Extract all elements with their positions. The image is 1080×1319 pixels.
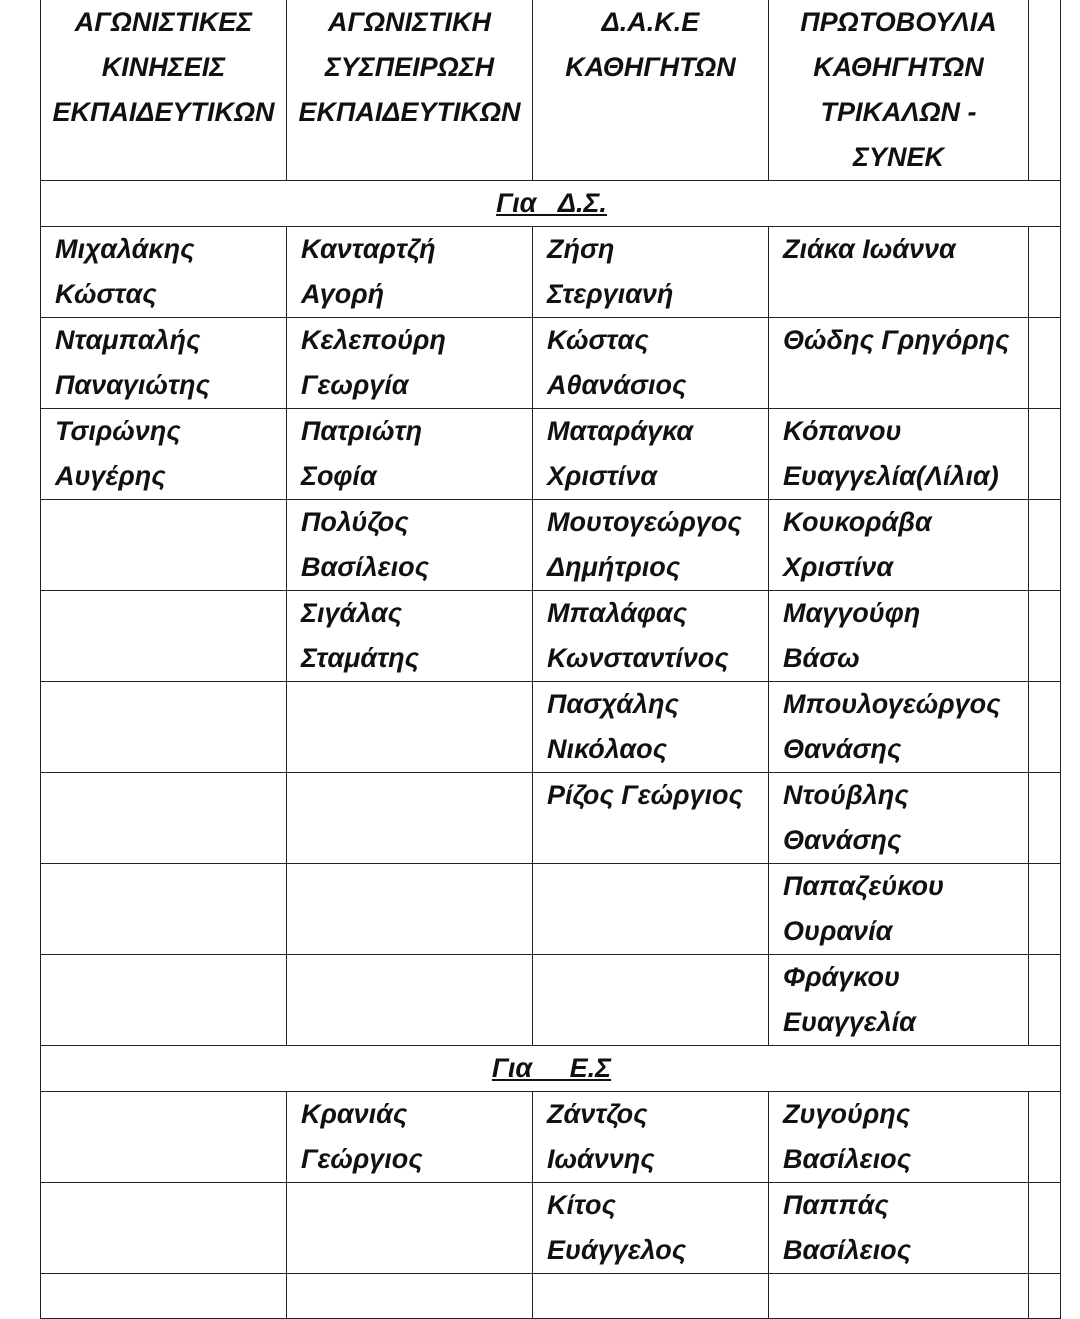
name-cell-protovoulia-kathigiton [769, 955, 1029, 1046]
empty-cell [769, 1274, 1029, 1319]
name-cell-agonistiki-syspeirosi [287, 864, 533, 955]
extra-column-cell [1029, 1183, 1061, 1274]
name-cell-agonistiki-syspeirosi [287, 682, 533, 773]
header-line: ΣΥΝΕΚ [853, 142, 944, 172]
name-line: Σοφία [301, 461, 377, 491]
name-line: Κανταρτζή [301, 234, 436, 264]
header-line: ΚΑΘΗΓΗΤΩΝ [813, 52, 984, 82]
name-line: Φράγκου [783, 962, 901, 992]
header-line: ΚΙΝΗΣΕΙΣ [101, 52, 226, 82]
name-line: Ιωάννης [547, 1144, 655, 1174]
name-cell-dake-kathigiton [533, 227, 769, 318]
empty-cell [41, 1274, 287, 1319]
name-line: Στεργιανή [547, 279, 674, 309]
name-cell-dake-kathigiton [533, 773, 769, 864]
table-row [41, 1092, 1061, 1183]
table-row [41, 227, 1061, 318]
name-line: Πατριώτη [301, 416, 423, 446]
name-line: Μιχαλάκης [55, 234, 195, 264]
name-cell-agonistikes-kiniseis [41, 864, 287, 955]
name-line: Ευαγγελία(Λίλια) [783, 461, 999, 491]
table-row [41, 773, 1061, 864]
name-cell-agonistiki-syspeirosi [287, 409, 533, 500]
name-line: Κουκοράβα [783, 507, 932, 537]
name-line: Ζάντζος [547, 1099, 648, 1129]
name-cell-dake-kathigiton [533, 500, 769, 591]
table-row [41, 955, 1061, 1046]
column-header-protovoulia-kathigiton [769, 0, 1029, 181]
name-line: Παππάς [783, 1190, 889, 1220]
name-cell-dake-kathigiton [533, 864, 769, 955]
name-line: Κόπανου [783, 416, 902, 446]
name-line: Ουρανία [783, 916, 893, 946]
header-line: ΚΑΘΗΓΗΤΩΝ [565, 52, 736, 82]
section-heading-cell [41, 181, 1061, 227]
table-row [41, 500, 1061, 591]
empty-row [41, 1274, 1061, 1319]
name-line: Τσιρώνης [55, 416, 181, 446]
name-line: Γεωργία [301, 370, 409, 400]
name-line: Αγορή [301, 279, 385, 309]
name-line: Γεώργιος [301, 1144, 423, 1174]
header-row [41, 0, 1061, 181]
name-line: Ζιάκα Ιωάννα [783, 234, 956, 264]
name-line: Μπαλάφας [547, 598, 687, 628]
section-heading: Για Ε.Σ [491, 1053, 612, 1083]
name-line: Αθανάσιος [547, 370, 687, 400]
name-cell-protovoulia-kathigiton [769, 409, 1029, 500]
name-line: Κρανιάς [301, 1099, 408, 1129]
name-cell-agonistikes-kiniseis [41, 227, 287, 318]
name-cell-dake-kathigiton [533, 1183, 769, 1274]
header-line: ΤΡΙΚΑΛΩΝ - [820, 97, 977, 127]
name-line: Κώστας [547, 325, 649, 355]
header-line: ΠΡΩΤΟΒΟΥΛΙΑ [800, 7, 997, 37]
header-line: ΣΥΣΠΕΙΡΩΣΗ [324, 52, 495, 82]
candidates-table [40, 0, 1061, 1319]
name-line: Χριστίνα [783, 552, 894, 582]
table-row [41, 409, 1061, 500]
name-line: Πολύζος [301, 507, 409, 537]
name-line: Ματαράγκα [547, 416, 694, 446]
column-header-dake-kathigiton [533, 0, 769, 181]
section-row [41, 181, 1061, 227]
name-cell-protovoulia-kathigiton [769, 227, 1029, 318]
name-cell-agonistikes-kiniseis [41, 318, 287, 409]
column-header-agonistikes-kiniseis [41, 0, 287, 181]
table-row [41, 1183, 1061, 1274]
name-line: Κίτος [547, 1190, 616, 1220]
name-cell-dake-kathigiton [533, 955, 769, 1046]
table-row [41, 318, 1061, 409]
name-line: Κελεπούρη [301, 325, 446, 355]
name-cell-agonistikes-kiniseis [41, 1183, 287, 1274]
name-line: Ζήση [547, 234, 615, 264]
name-cell-protovoulia-kathigiton [769, 1092, 1029, 1183]
extra-column-cell [1029, 864, 1061, 955]
name-line: Μπουλογεώργος [783, 689, 1001, 719]
header-line: ΕΚΠΑΙΔΕΥΤΙΚΩΝ [52, 97, 275, 127]
name-cell-agonistikes-kiniseis [41, 409, 287, 500]
name-cell-protovoulia-kathigiton [769, 591, 1029, 682]
name-line: Νταμπαλής [55, 325, 201, 355]
extra-column-cell [1029, 0, 1061, 181]
name-cell-agonistiki-syspeirosi [287, 227, 533, 318]
name-line: Ευάγγελος [547, 1235, 687, 1265]
name-cell-dake-kathigiton [533, 682, 769, 773]
header-line: ΑΓΩΝΙΣΤΙΚΗ [328, 7, 491, 37]
extra-column-cell [1029, 773, 1061, 864]
name-line: Ζυγούρης [783, 1099, 911, 1129]
name-line: Κώστας [55, 279, 157, 309]
name-cell-protovoulia-kathigiton [769, 500, 1029, 591]
header-line: Δ.Α.Κ.Ε [601, 7, 700, 37]
name-line: Θανάσης [783, 734, 902, 764]
name-line: Ευαγγελία [783, 1007, 916, 1037]
name-line: Χριστίνα [547, 461, 658, 491]
name-line: Νικόλαος [547, 734, 667, 764]
name-line: Ρίζος Γεώργιος [547, 780, 743, 810]
name-cell-agonistikes-kiniseis [41, 500, 287, 591]
name-cell-agonistikes-kiniseis [41, 682, 287, 773]
name-line: Ντούβλης [783, 780, 909, 810]
section-heading-cell [41, 1046, 1061, 1092]
name-line: Μουτογεώργος [547, 507, 742, 537]
header-line: ΕΚΠΑΙΔΕΥΤΙΚΩΝ [298, 97, 521, 127]
name-line: Κωνσταντίνος [547, 643, 729, 673]
table-row [41, 591, 1061, 682]
extra-column-cell [1029, 591, 1061, 682]
extra-column-cell [1029, 227, 1061, 318]
extra-column-cell [1029, 955, 1061, 1046]
name-line: Βασίλειος [301, 552, 429, 582]
name-cell-agonistikes-kiniseis [41, 591, 287, 682]
name-line: Μαγγούφη [783, 598, 921, 628]
name-cell-agonistikes-kiniseis [41, 773, 287, 864]
name-line: Θώδης Γρηγόρης [783, 325, 1010, 355]
name-cell-protovoulia-kathigiton [769, 864, 1029, 955]
name-line: Βασίλειος [783, 1144, 911, 1174]
name-cell-protovoulia-kathigiton [769, 773, 1029, 864]
header-line: ΑΓΩΝΙΣΤΙΚΕΣ [74, 7, 253, 37]
name-line: Πασχάλης [547, 689, 679, 719]
name-cell-agonistiki-syspeirosi [287, 500, 533, 591]
name-cell-agonistikes-kiniseis [41, 955, 287, 1046]
name-line: Βασίλειος [783, 1235, 911, 1265]
name-line: Σιγάλας [301, 598, 402, 628]
name-cell-agonistiki-syspeirosi [287, 955, 533, 1046]
empty-cell [287, 1274, 533, 1319]
name-cell-agonistiki-syspeirosi [287, 1183, 533, 1274]
name-line: Παπαζεύκου [783, 871, 944, 901]
empty-cell [533, 1274, 769, 1319]
column-header-agonistiki-syspeirosi [287, 0, 533, 181]
name-cell-dake-kathigiton [533, 409, 769, 500]
section-heading: Για Δ.Σ. [496, 188, 607, 218]
name-line: Αυγέρης [55, 461, 166, 491]
name-cell-protovoulia-kathigiton [769, 318, 1029, 409]
name-cell-agonistiki-syspeirosi [287, 1092, 533, 1183]
name-line: Σταμάτης [301, 643, 419, 673]
name-line: Δημήτριος [547, 552, 681, 582]
name-cell-agonistiki-syspeirosi [287, 591, 533, 682]
name-cell-agonistiki-syspeirosi [287, 773, 533, 864]
name-line: Παναγιώτης [55, 370, 210, 400]
name-cell-dake-kathigiton [533, 1092, 769, 1183]
name-cell-dake-kathigiton [533, 591, 769, 682]
extra-column-cell [1029, 409, 1061, 500]
name-cell-protovoulia-kathigiton [769, 1183, 1029, 1274]
name-cell-agonistikes-kiniseis [41, 1092, 287, 1183]
name-line: Βάσω [783, 643, 860, 673]
name-cell-protovoulia-kathigiton [769, 682, 1029, 773]
empty-cell [1029, 1274, 1061, 1319]
section-row [41, 1046, 1061, 1092]
name-cell-agonistiki-syspeirosi [287, 318, 533, 409]
extra-column-cell [1029, 318, 1061, 409]
extra-column-cell [1029, 500, 1061, 591]
table-row [41, 864, 1061, 955]
name-cell-dake-kathigiton [533, 318, 769, 409]
table-row [41, 682, 1061, 773]
extra-column-cell [1029, 1092, 1061, 1183]
name-line: Θανάσης [783, 825, 902, 855]
extra-column-cell [1029, 682, 1061, 773]
